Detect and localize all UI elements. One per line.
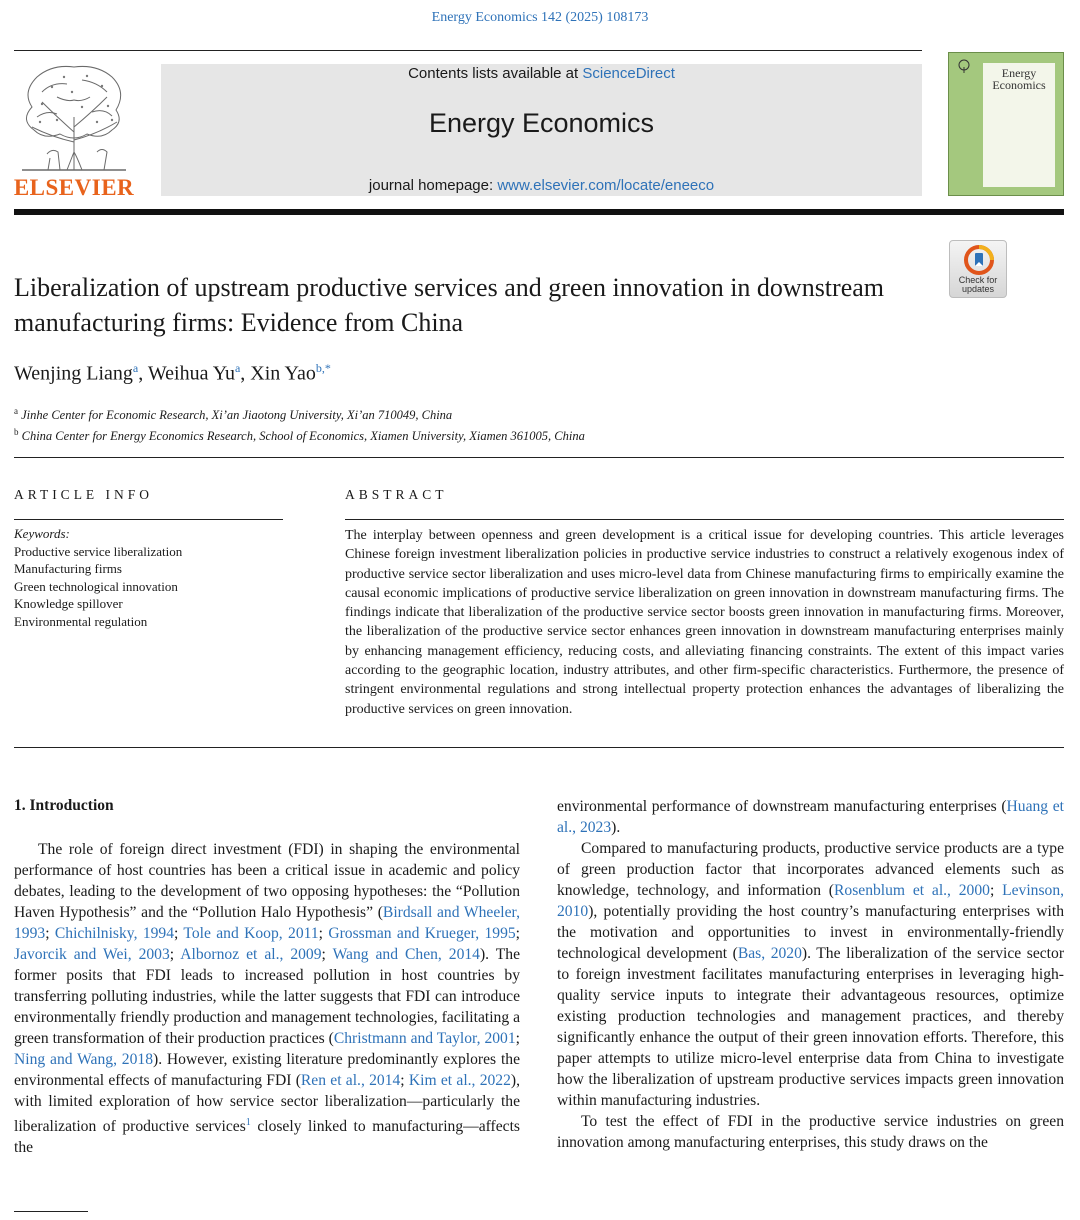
citation-link[interactable]: Christmann and Taylor, 2001 — [333, 1030, 516, 1047]
text-run: ; — [174, 925, 184, 942]
journal-name: Energy Economics — [428, 108, 655, 138]
citation-link[interactable]: Huang et al., 2023 — [557, 798, 1064, 836]
affiliation — [14, 424, 585, 445]
section-heading-introduction: 1. Introduction — [14, 797, 114, 814]
body-column-right — [557, 796, 1064, 1153]
citation-link[interactable]: Chichilnisky, 1994 — [54, 925, 175, 942]
text-run: closely linked to manufacturing—affects the — [14, 1118, 520, 1157]
divider — [14, 457, 1064, 458]
body-column-left — [14, 839, 520, 1158]
divider — [14, 747, 1064, 748]
affiliation-text: Jinhe Center for Economic Research, Xi’an Jiaotong University, Xi’an 710049, China — [21, 408, 453, 423]
cover-title: Energy Economics — [992, 66, 1046, 92]
footnote-marker[interactable]: 1 — [245, 1117, 251, 1128]
contents-line — [161, 65, 922, 82]
text-run: ). The former posits that FDI leads to increased pollution in host countries by transferring polluting industries, while the latter suggests that FDI can introduce environmentally friendly production and management technologies, facilitating a green transformation of their production practices ( — [14, 946, 521, 1047]
journal-cover[interactable] — [948, 52, 1064, 196]
author-name[interactable]: Xin Yao — [250, 362, 316, 385]
homepage-prefix: journal homepage: — [368, 177, 498, 194]
citation-link[interactable]: Levinson, 2010 — [557, 882, 1065, 920]
text-run: ). However, existing literature predominantly explores the environmental effects of manufacturing FDI ( — [14, 1051, 520, 1089]
contents-prefix: Contents lists available at — [408, 65, 583, 82]
text-run: ; — [169, 946, 181, 963]
citation-link[interactable]: Kim et al., 2022 — [408, 1072, 511, 1089]
publisher-name: ELSEVIER — [13, 175, 135, 200]
paragraph — [557, 838, 1064, 1111]
citation-link[interactable]: Tole and Koop, 2011 — [183, 925, 319, 942]
keyword: Environmental regulation — [14, 613, 148, 629]
abstract-heading: ABSTRACT — [345, 487, 448, 502]
text-run: ; — [515, 1030, 520, 1047]
cover-panel — [983, 63, 1055, 187]
affiliation-mark: a — [14, 406, 18, 416]
keywords-block — [14, 525, 182, 630]
keyword: Manufacturing firms — [14, 561, 122, 576]
paragraph — [557, 1111, 1064, 1153]
author-affiliation-mark[interactable]: a — [132, 361, 139, 375]
check-updates-label: Check for updates — [958, 275, 998, 294]
author-affiliation-mark[interactable]: a — [234, 361, 241, 375]
paragraph — [14, 839, 520, 1158]
citation-link[interactable]: Albornoz et al., 2009 — [180, 946, 322, 963]
text-run: ), with limited exploration of how service sector liberalization—particularly the liberalization of productive services — [14, 1072, 520, 1136]
text-run: ). — [611, 819, 621, 836]
text-run: ; — [318, 925, 329, 942]
affiliation-mark: b — [14, 427, 19, 438]
citation-link[interactable]: Bas, 2020 — [737, 945, 802, 962]
text-run: ; — [515, 925, 521, 942]
text-run: To test the effect of FDI in the productive service industries on green innovation among manufacturing enterprises, this study draws on the — [557, 1113, 1064, 1151]
text-run: ; — [321, 946, 333, 963]
cover-tree-icon — [957, 59, 971, 73]
author-name[interactable]: Weihua Yu — [147, 362, 235, 385]
text-run: ). The liberalization of the service sector to foreign investment facilitates manufacturing enterprises in leveraging high-quality service inputs to integrate their advantageous resources, optimize existing production technologies and management practices, and thereby significantly enhance the output of their green innovation efforts. Therefore, this paper attempts to utilize micro-level enterprise data from China to investigate how the liberalization of upstream productive services impacts green innovation within manufacturing industries. — [557, 945, 1065, 1109]
keyword: Productive service liberalization — [14, 543, 183, 559]
text-run: ; — [400, 1072, 409, 1089]
abstract-text: The interplay between openness and green development is a critical issue for developing countries. This article leverages Chinese foreign investment liberalization policies in productive service industries to construct a relatively exogenous index of productive service sector liberalization and uses micro-level data from Chinese manufacturing firms to empirically examine the causal economic implications of productive service liberalization on green innovation in downstream manufacturing firms. The findings indicate that liberalization of the productive service sector boosts green innovation in manufacturing firms. Moreover, the liberalization of the productive service sector enhances green innovation in downstream manufacturing enterprises mainly by enhancing management efficiency, reducing costs, and alleviating financing constraints. The extent of this impact varies according to the geographic location, industry attributes, and other firm-specific characteristics. Furthermore, the presence of stringent environmental regulations and strong intellectual property protection enhances the advantages of liberalizing the productive services on green innovation. — [345, 528, 1064, 717]
check-updates-icon — [963, 244, 995, 276]
homepage-line — [161, 177, 922, 194]
text-run: ), potentially providing the host country’s manufacturing enterprises with the motivation and opportunities to invest in environmentally-friendly technological development ( — [557, 903, 1064, 962]
text-run: ; — [989, 882, 1003, 899]
affiliation — [14, 403, 585, 424]
affiliations — [14, 403, 585, 445]
sciencedirect-link[interactable]: ScienceDirect — [582, 65, 675, 82]
text-run: environmental performance of downstream manufacturing enterprises ( — [557, 798, 1007, 815]
citation-link[interactable]: Javorcik and Wei, 2003 — [14, 946, 170, 963]
author-affiliation-mark[interactable]: b,* — [315, 361, 331, 375]
divider — [14, 519, 283, 520]
article-info-heading: ARTICLE INFO — [14, 487, 154, 502]
text-run: ; — [45, 925, 55, 942]
affiliation-text: China Center for Energy Economics Research, School of Economics, Xiamen University, Xiamen 361005, China — [21, 429, 585, 444]
text-run: Compared to manufacturing products, productive service products are a type of green production factor that incorporates advanced elements such as knowledge, technology, and information ( — [557, 840, 1064, 899]
citation-link[interactable]: Rosenblum et al., 2000 — [834, 882, 990, 899]
citation-link[interactable]: Grossman and Krueger, 1995 — [328, 925, 516, 942]
author-list: Wenjing Liang$^a$, Weihua Yu$^a$, Xin Yao$^{b,*}$ — [14, 361, 331, 385]
citation-link[interactable]: Wang and Chen, 2014 — [332, 946, 480, 963]
elsevier-tree-icon — [12, 62, 136, 172]
citation-link[interactable]: Birdsall and Wheeler, 1993 — [14, 904, 520, 942]
citation-link[interactable]: Ning and Wang, 2018 — [14, 1051, 153, 1068]
keywords-label: Keywords: — [14, 526, 70, 541]
citation-link[interactable]: Ren et al., 2014 — [300, 1072, 401, 1089]
homepage-link[interactable]: www.elsevier.com/locate/eneeco — [497, 177, 715, 194]
top-divider — [14, 50, 922, 51]
check-for-updates-button[interactable] — [949, 240, 1007, 298]
header-thick-divider — [14, 209, 1064, 215]
footnote-divider — [14, 1211, 88, 1212]
text-run: The role of foreign direct investment (FDI) in shaping the environmental performance of host countries has been a critical issue in academic and policy debates, leading to the development of two opposing hypotheses: the “Pollution Haven Hypothesis” and the “Pollution Halo Hypothesis” ( — [14, 841, 520, 921]
keyword: Knowledge spillover — [14, 596, 123, 611]
divider — [345, 519, 1064, 520]
author-name[interactable]: Wenjing Liang — [14, 362, 133, 385]
keyword: Green technological innovation — [14, 578, 178, 594]
running-head[interactable]: Energy Economics 142 (2025) 108173 — [431, 10, 649, 25]
paragraph — [557, 796, 1064, 838]
article-title: Liberalization of upstream productive services and green innovation in downstream manufacturing firms: Evidence from China — [14, 273, 884, 337]
